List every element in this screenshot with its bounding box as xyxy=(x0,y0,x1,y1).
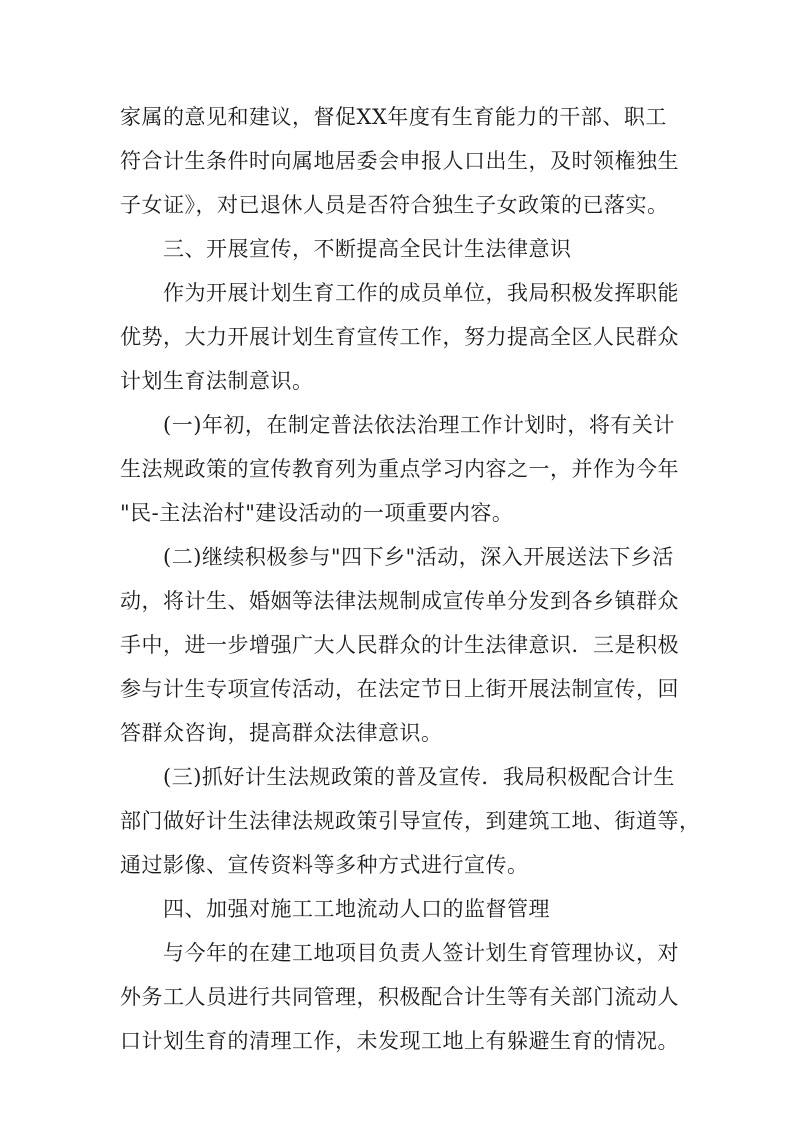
text-line: 子女证》，对已退休人员是否符合独生子女政策的已落实。 xyxy=(120,193,669,217)
text-line: 符合计生条件时向属地居委会申报人口出生，及时领権独生 xyxy=(120,149,679,173)
text-line: (二)继续积极参与"四下乡"活动，深入开展送法下乡活 xyxy=(163,545,674,569)
text-line: 与今年的在建工地项目负责人签计划生育管理协议，对 xyxy=(163,941,679,965)
text-line: 生法规政策的宣传教育列为重点学习内容之一，并作为今年 xyxy=(120,457,679,481)
text-line: 计划生育法制意识。 xyxy=(120,369,314,393)
text-line: 优势，大力开展计划生育宣传工作，努力提高全区人民群众 xyxy=(120,325,679,349)
text-line: 手中，进一步增强广大人民群众的计生法律意识．三是积极 xyxy=(120,633,679,657)
text-line: (三)抓好计生法规政策的普及宣传．我局积极配合计生 xyxy=(163,765,675,789)
text-line: 外务工人员进行共同管理，积极配合计生等有关部门流动人 xyxy=(120,985,679,1009)
text-line: 答群众咨询，提高群众法律意识。 xyxy=(120,721,443,745)
text-line: 通过影像、宣传资料等多种方式进行宣传。 xyxy=(120,853,529,877)
section-heading-3: 三、开展宣传，不断提高全民计生法律意识 xyxy=(163,237,572,261)
text-line: 动，将计生、婚姻等法律法规制成宣传单分发到各乡镇群众 xyxy=(120,589,679,613)
section-heading-4: 四、加强对施工工地流动人口的监督管理 xyxy=(163,897,550,921)
text-line: "民-主法治村"建设活动的一项重要内容。 xyxy=(120,501,514,525)
text-line: (一)年初，在制定普法依法治理工作计划时，将有关计 xyxy=(163,413,675,437)
text-line: 家属的意见和建议，督促XX年度有生育能力的干部、职工 xyxy=(120,105,667,129)
text-line: 部门做好计生法律法规政策引导宣传，到建筑工地、街道等， xyxy=(120,809,701,833)
text-line: 作为开展计划生育工作的成员单位，我局积极发挥职能 xyxy=(163,281,679,305)
text-line: 口计划生育的清理工作，未发现工地上有躲避生育的情况。 xyxy=(120,1029,679,1053)
text-line: 参与计生专项宣传活动，在法定节日上街开展法制宣传，回 xyxy=(120,677,679,701)
